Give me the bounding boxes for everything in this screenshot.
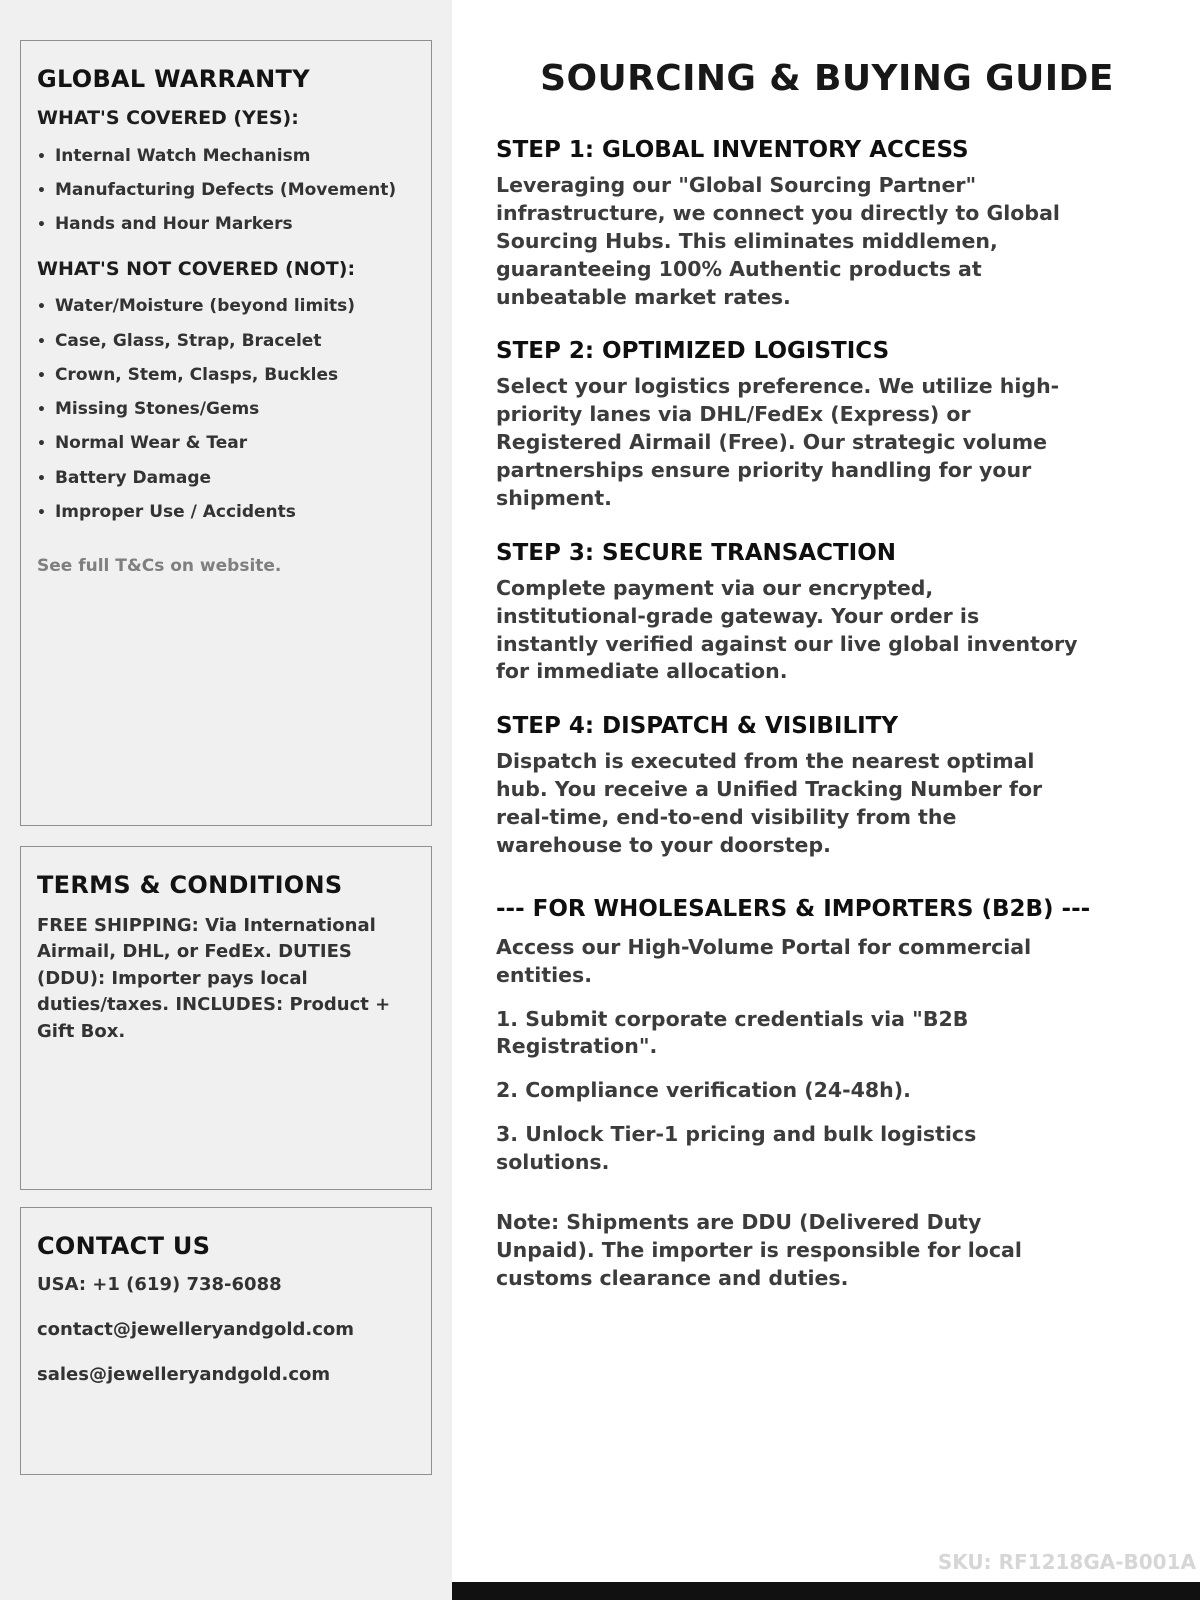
contact-panel bbox=[20, 1207, 432, 1475]
step-1-heading: STEP 1: GLOBAL INVENTORY ACCESS bbox=[496, 137, 969, 163]
step-4-heading: STEP 4: DISPATCH & VISIBILITY bbox=[496, 713, 899, 740]
step-4 bbox=[496, 713, 1158, 860]
list-item: • Hands and Hour Markers bbox=[37, 208, 415, 242]
list-item: • Crown, Stem, Clasps, Buckles bbox=[37, 358, 415, 392]
footer-bar bbox=[452, 1582, 1200, 1600]
b2b-item-1: 1. Submit corporate credentials via "B2B Registration". bbox=[496, 1006, 969, 1059]
step-3-heading: STEP 3: SECURE TRANSACTION bbox=[496, 539, 897, 566]
sku-label: SKU: RF1218GA-B001A bbox=[937, 1550, 1196, 1574]
step-1-body: Leveraging our "Global Sourcing Partner" infrastructure, we connect you directly to Global Sourcing Hubs. This eliminates middlemen, guaranteeing 100% Authentic products at unbeatable market rates. bbox=[496, 173, 1060, 309]
list-item: • Case, Glass, Strap, Bracelet bbox=[37, 324, 415, 358]
warranty-panel bbox=[20, 40, 432, 826]
step-4-body: Dispatch is executed from the nearest optimal hub. You receive a Unified Tracking Number for real-time, end-to-end visibility from the warehouse to your doorstep. bbox=[496, 749, 1043, 857]
list-item: • Battery Damage bbox=[37, 461, 415, 495]
b2b-item-2: 2. Compliance verification (24-48h). bbox=[496, 1078, 911, 1103]
step-2 bbox=[496, 338, 1158, 512]
sidebar bbox=[0, 0, 452, 1600]
list-item: • Internal Watch Mechanism bbox=[37, 139, 415, 173]
warranty-title: GLOBAL WARRANTY bbox=[37, 65, 310, 93]
list-item: • Improper Use / Accidents bbox=[37, 495, 415, 529]
step-2-body: Select your logistics preference. We utilize high-priority lanes via DHL/FedEx (Express) or Registered Airmail (Free). Our strategic volume partnerships ensure priority handling for your shipment. bbox=[496, 374, 1060, 510]
b2b-note: Note: Shipments are DDU (Delivered Duty Unpaid). The importer is responsible for local customs clearance and duties. bbox=[496, 1209, 1022, 1290]
list-item: • Water/Moisture (beyond limits) bbox=[37, 290, 415, 324]
list-item: • Missing Stones/Gems bbox=[37, 393, 415, 427]
warranty-footnote: See full T&Cs on website. bbox=[37, 555, 282, 576]
contact-phone: USA: +1 (619) 738-6088 bbox=[37, 1274, 282, 1295]
main-content bbox=[452, 0, 1200, 1600]
contact-email-primary: contact@jewelleryandgold.com bbox=[37, 1319, 355, 1340]
contact-email-sales: sales@jewelleryandgold.com bbox=[37, 1364, 331, 1385]
step-3 bbox=[496, 540, 1158, 687]
terms-title: TERMS & CONDITIONS bbox=[37, 871, 343, 899]
step-3-body: Complete payment via our encrypted, institutional-grade gateway. Your order is instantly verified against our live global inventory for immediate allocation. bbox=[496, 575, 1078, 684]
b2b-item-3: 3. Unlock Tier-1 pricing and bulk logistics solutions. bbox=[496, 1122, 977, 1174]
b2b-section bbox=[496, 896, 1158, 1293]
step-2-heading: STEP 2: OPTIMIZED LOGISTICS bbox=[496, 338, 890, 365]
warranty-not-covered-list bbox=[37, 290, 415, 530]
page-title: SOURCING & BUYING GUIDE bbox=[540, 58, 1114, 99]
b2b-intro: Access our High-Volume Portal for commercial entities. bbox=[496, 934, 1032, 987]
list-item: • Normal Wear & Tear bbox=[37, 427, 415, 461]
warranty-covered-title: WHAT'S COVERED (YES): bbox=[37, 107, 299, 129]
warranty-covered-list bbox=[37, 139, 415, 242]
step-1 bbox=[496, 137, 1158, 311]
terms-body: FREE SHIPPING: Via International Airmail, DHL, or FedEx. DUTIES (DDU): Importer pays local duties/taxes. INCLUDES: Product + Gift Box. bbox=[37, 915, 391, 1042]
warranty-not-covered-title: WHAT'S NOT COVERED (NOT): bbox=[37, 257, 356, 280]
terms-panel bbox=[20, 846, 432, 1190]
list-item: • Manufacturing Defects (Movement) bbox=[37, 173, 415, 207]
contact-title: CONTACT US bbox=[37, 1232, 211, 1260]
b2b-heading: --- FOR WHOLESALERS & IMPORTERS (B2B) --- bbox=[496, 895, 1091, 922]
